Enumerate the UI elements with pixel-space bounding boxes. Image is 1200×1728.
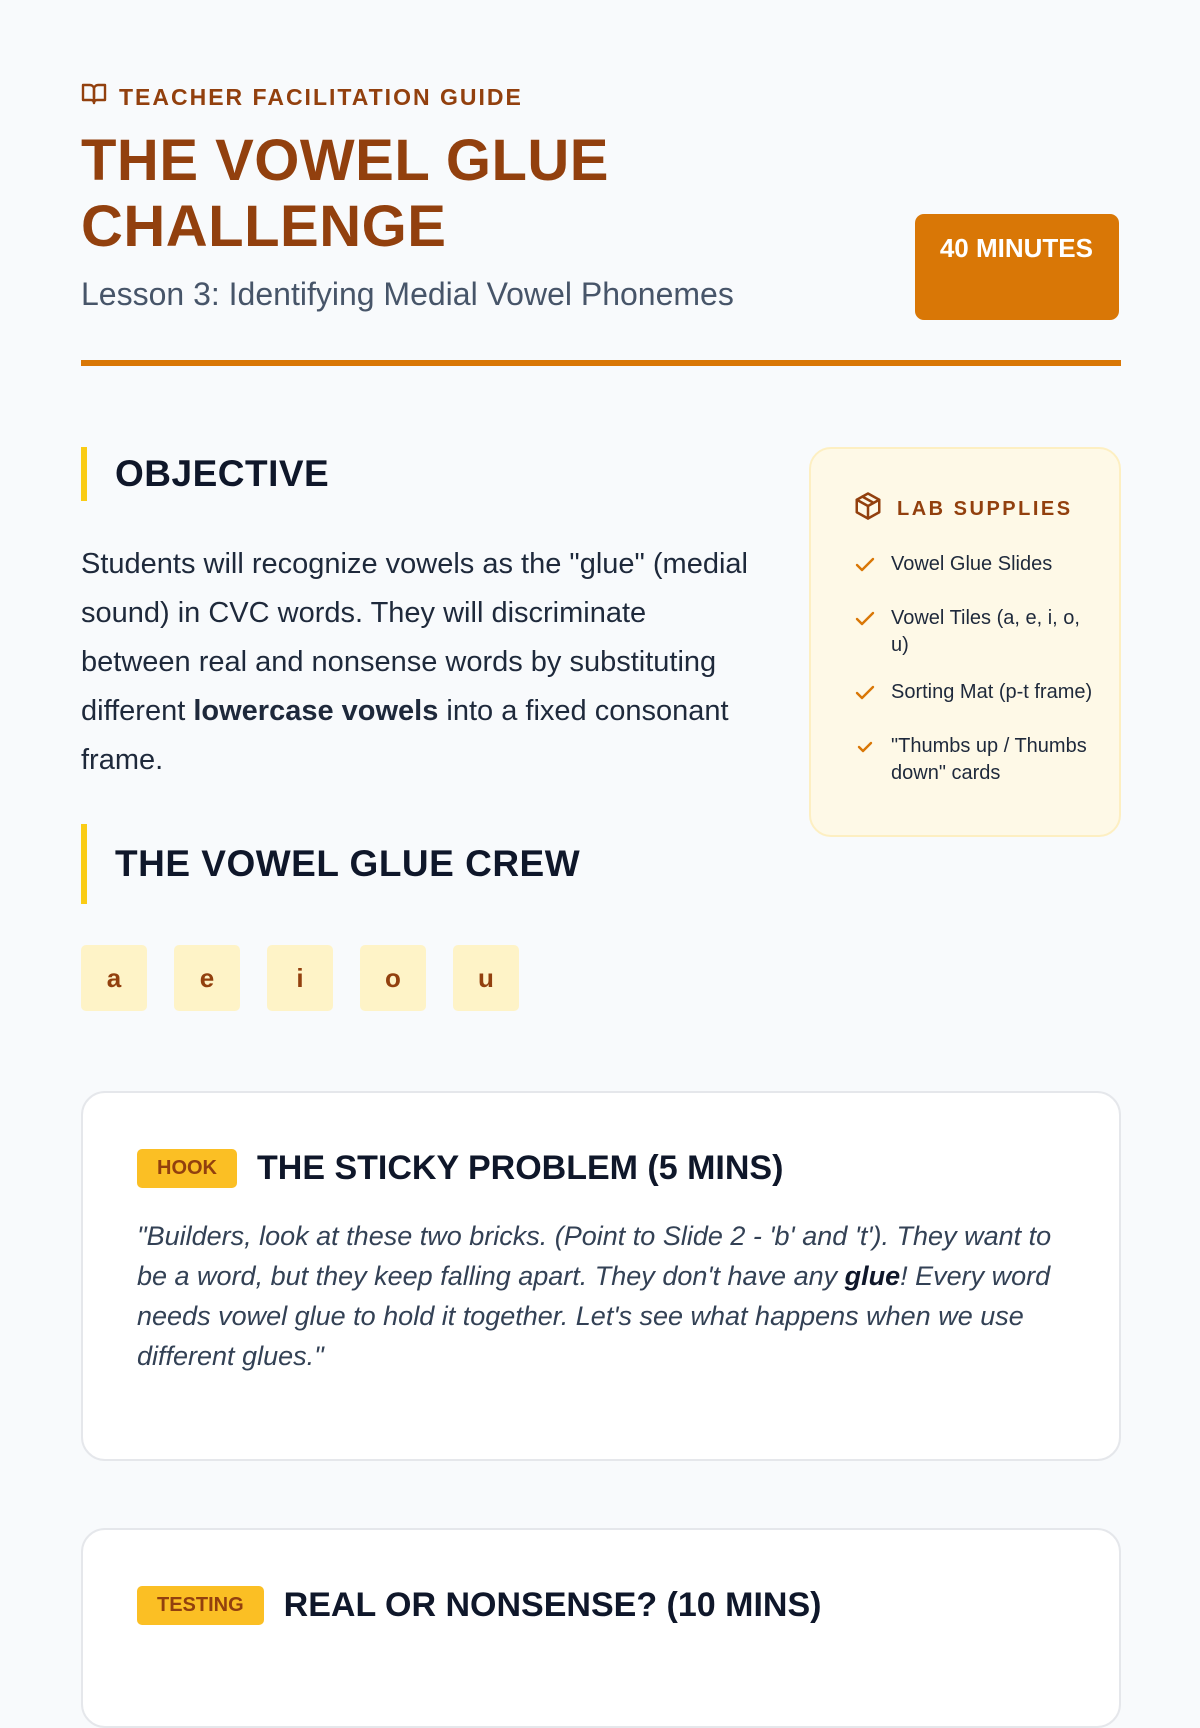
teacher-script: [137, 1216, 1065, 1376]
vowel-tile: i: [267, 945, 333, 1011]
hook-card: [81, 1091, 1121, 1461]
check-icon: [853, 733, 877, 767]
page-title: THE VOWEL GLUE CHALLENGE: [81, 128, 609, 259]
lesson-subtitle: Lesson 3: Identifying Medial Vowel Phonemes: [81, 276, 734, 312]
card-header: [137, 1149, 1065, 1188]
supply-item-label: Vowel Tiles (a, e, i, o, u): [891, 607, 1080, 656]
objective-text: [81, 540, 761, 785]
supplies-list: [853, 551, 1099, 787]
objective-text-part: into a fixed consonant frame.: [81, 695, 729, 776]
lab-supplies-heading: [853, 491, 1099, 527]
script-text-part: "Builders, look at these two bricks. (Point to Slide 2 - 'b' and 't'). They want to be a word, but they keep falling apart. They don't have any: [137, 1221, 1052, 1291]
card-title: REAL OR NONSENSE? (10 MINS): [283, 1586, 822, 1624]
check-icon: [853, 679, 877, 713]
crew-heading: [81, 824, 580, 904]
card-header: [137, 1586, 1065, 1625]
crew-title: THE VOWEL GLUE CREW: [115, 843, 581, 884]
vowel-tile: a: [81, 945, 147, 1011]
supply-item: [853, 605, 1099, 659]
objective-heading: [81, 447, 329, 501]
vowel-tile: e: [174, 945, 240, 1011]
duration-badge: 40 MINUTES: [915, 214, 1119, 320]
vowel-tile: u: [453, 945, 519, 1011]
supply-item-label: "Thumbs up / Thumbs down" cards: [891, 735, 1087, 784]
phase-badge: HOOK: [137, 1149, 237, 1188]
script-emphasis: glue: [844, 1261, 901, 1291]
lab-supplies-title: LAB SUPPLIES: [897, 497, 1073, 520]
card-title: THE STICKY PROBLEM (5 MINS): [257, 1149, 784, 1187]
eyebrow-label: TEACHER FACILITATION GUIDE: [119, 83, 523, 110]
supply-item: [853, 679, 1099, 713]
heading-accent-bar: [81, 447, 87, 501]
supply-item: [853, 551, 1099, 585]
lab-supplies-panel: [809, 447, 1121, 837]
objective-emphasis: lowercase vowels: [193, 695, 439, 727]
supply-item-label: Sorting Mat (p-t frame): [891, 681, 1093, 703]
check-icon: [853, 551, 877, 585]
phase-badge: TESTING: [137, 1586, 264, 1625]
supply-item-label: Vowel Glue Slides: [891, 553, 1053, 575]
vowel-tiles: [81, 945, 519, 1011]
header-divider: [81, 360, 1121, 366]
supply-item: [853, 733, 1099, 787]
script-text-part: ! Every word needs vowel glue to hold it together. Let's see what happens when we use different glues.": [137, 1261, 1051, 1371]
testing-card: [81, 1528, 1121, 1728]
vowel-tile: o: [360, 945, 426, 1011]
book-open-icon: [81, 82, 107, 112]
package-icon: [853, 491, 883, 527]
objective-title: OBJECTIVE: [115, 453, 330, 494]
eyebrow: [81, 82, 523, 112]
heading-accent-bar: [81, 824, 87, 904]
check-icon: [853, 605, 877, 639]
objective-text-part: Students will recognize vowels as the "glue" (medial sound) in CVC words. They will discriminate between real and nonsense words by substituting different: [81, 548, 748, 727]
